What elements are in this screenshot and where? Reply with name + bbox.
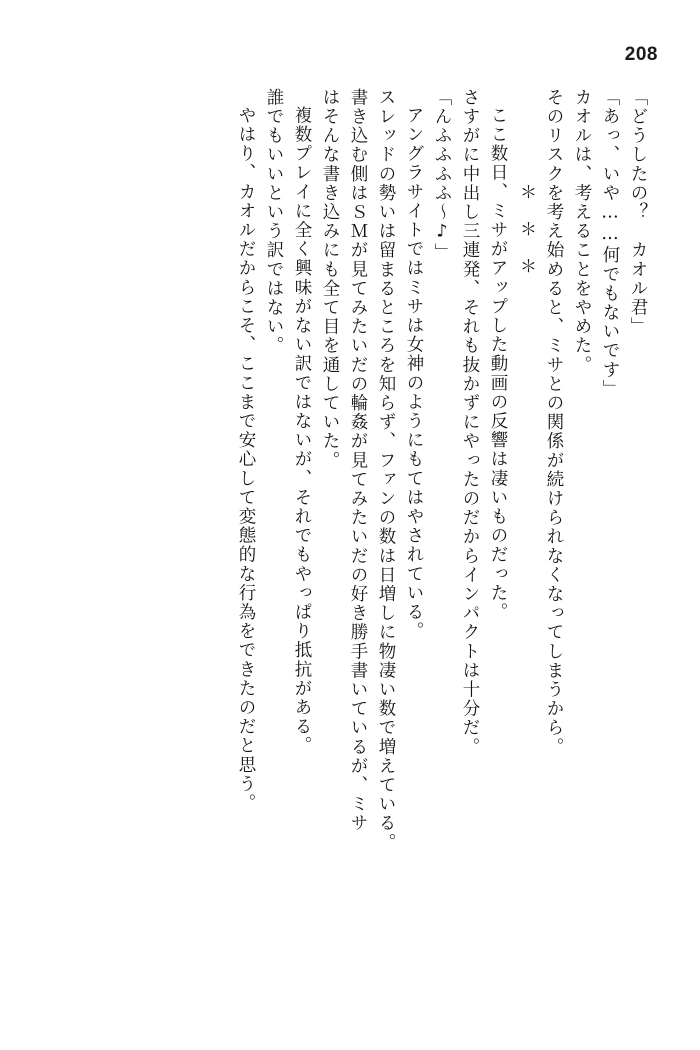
text-line: 複数プレイに全く興味がない訳ではないが、それでもやっぱり抵抗がある。 [292,106,312,756]
text-line: 誰でもいいという訳ではない。 [264,88,284,356]
vertical-text-body [48,88,652,1010]
text-line: カオルは、考えることをやめた。 [572,88,592,375]
text-line: ここ数日、ミサがアップした動画の反響は凄いものだった。 [488,106,508,622]
text-line: やはり、カオルだからこそ、ここまで安心して変態的な行為をできたのだと思う。 [236,106,256,813]
text-line: さすがに中出し三連発、それも抜かずにやったのだからインパクトは十分だ。 [460,88,480,757]
text-line: そのリスクを考え始めると、ミサとの関係が続けられなくなってしまうから。 [544,88,564,757]
page-number: 208 [624,44,658,65]
text-line: 書き込む側はＳＭが見てみたいだの輪姦が見てみたいだの好き勝手書いているが、ミサ [348,88,368,833]
text-line: 「どうしたの？ カオル君」 [628,88,648,337]
text-line: アングラサイトではミサは女神のようにもてはやされている。 [404,106,424,641]
text-line: 「あっ、いや……何でもないです」 [600,88,620,399]
scene-break-separator: ＊ ＊ ＊ [517,183,536,276]
text-line: スレッドの勢いは留まるところを知らず、ファンの数は日増しに物凄い数で増えている。 [376,88,396,852]
text-line: はそんな書き込みにも全て目を通していた。 [320,88,340,470]
text-line: 「んふふふふ〜♪」 [432,88,452,263]
